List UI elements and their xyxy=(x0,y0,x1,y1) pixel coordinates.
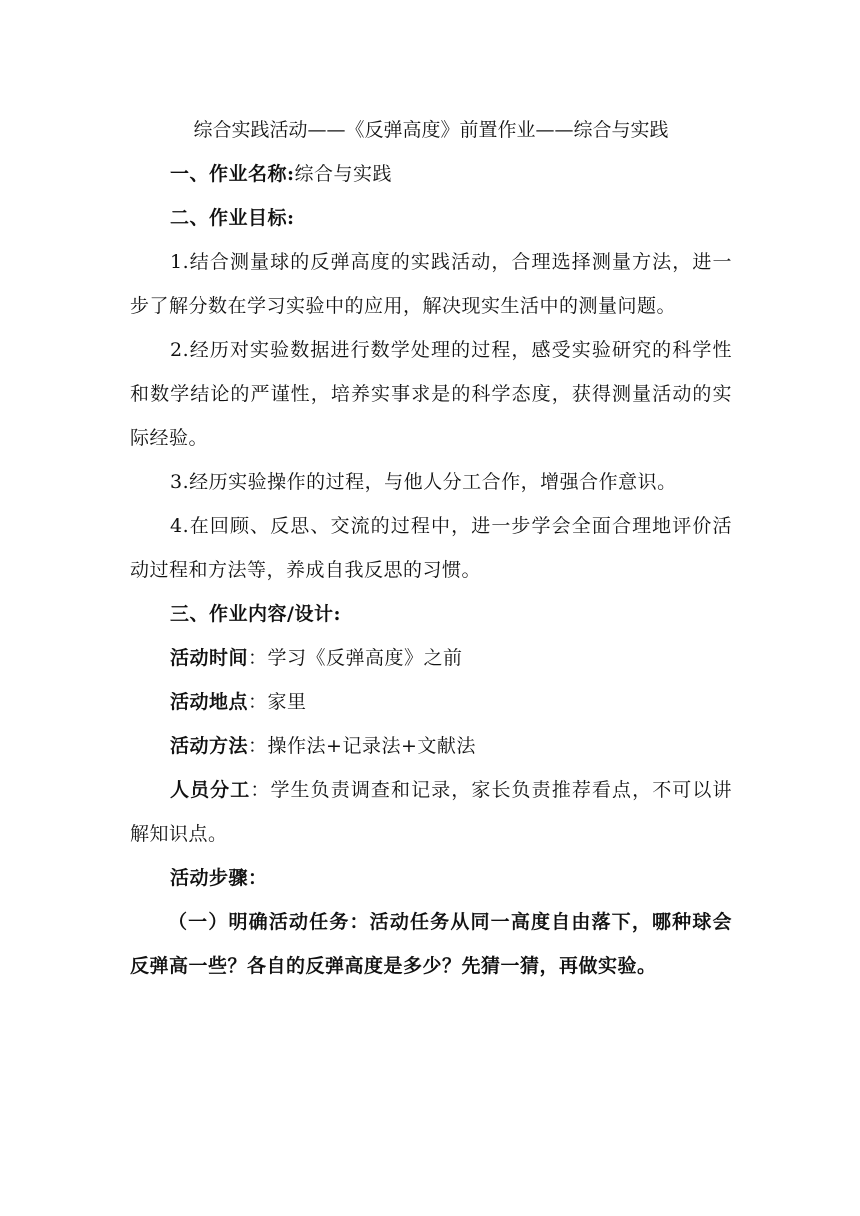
activity-place-label: 活动地点 xyxy=(170,691,249,713)
section-homework-goals-label: 二、作业目标 xyxy=(170,207,288,229)
goal-item-3: 3.经历实验操作的过程，与他人分工合作，增强合作意识。 xyxy=(170,471,677,493)
activity-method-sep: ： xyxy=(248,735,268,757)
section-homework-content-label: 三、作业内容/设计 xyxy=(170,603,334,625)
activity-time xyxy=(130,636,732,680)
section-homework-name xyxy=(130,152,732,196)
section-homework-name-value: 综合与实践 xyxy=(294,163,393,185)
section-homework-content xyxy=(130,592,732,636)
staff-division-label: 人员分工 xyxy=(170,779,251,801)
activity-place-sep: ： xyxy=(248,691,268,713)
goal-item-2: 2.经历对实验数据进行数学处理的过程，感受实验研究的科学性和数学结论的严谨性，培养实事求是的科学态度，获得测量活动的实际经验。 xyxy=(130,339,732,449)
activity-time-label: 活动时间 xyxy=(170,647,249,669)
activity-place-value: 家里 xyxy=(267,691,307,713)
section-homework-goals-sep: : xyxy=(287,207,295,229)
activity-method xyxy=(130,724,732,768)
goal-item-4: 4.在回顾、反思、交流的过程中，进一步学会全面合理地评价活动过程和方法等，养成自我反思的习惯。 xyxy=(130,515,732,581)
activity-step-1: （一）明确活动任务：活动任务从同一高度自由落下，哪种球会反弹高一些？各自的反弹高度是多少？先猜一猜，再做实验。 xyxy=(130,911,732,977)
activity-place xyxy=(130,680,732,724)
document-title: 综合实践活动——《反弹高度》前置作业——综合与实践 xyxy=(193,119,669,141)
document-page xyxy=(130,108,732,988)
staff-division xyxy=(130,768,732,856)
activity-method-label: 活动方法 xyxy=(170,735,249,757)
activity-steps-heading: 活动步骤： xyxy=(170,867,268,889)
goal-item-1: 1.结合测量球的反弹高度的实践活动，合理选择测量方法，进一步了解分数在学习实验中的应用，解决现实生活中的测量问题。 xyxy=(130,251,732,317)
section-homework-content-sep: : xyxy=(333,603,341,625)
staff-division-value: 学生负责调查和记录，家长负责推荐看点，不可以讲解知识点。 xyxy=(130,779,732,845)
activity-time-value: 学习《反弹高度》之前 xyxy=(267,647,463,669)
activity-time-sep: ： xyxy=(248,647,268,669)
section-homework-goals xyxy=(130,196,732,240)
section-homework-name-sep: : xyxy=(287,163,295,185)
staff-division-sep: ： xyxy=(250,779,271,801)
section-homework-name-label: 一、作业名称 xyxy=(170,163,288,185)
activity-method-value: 操作法+记录法+文献法 xyxy=(267,735,476,757)
